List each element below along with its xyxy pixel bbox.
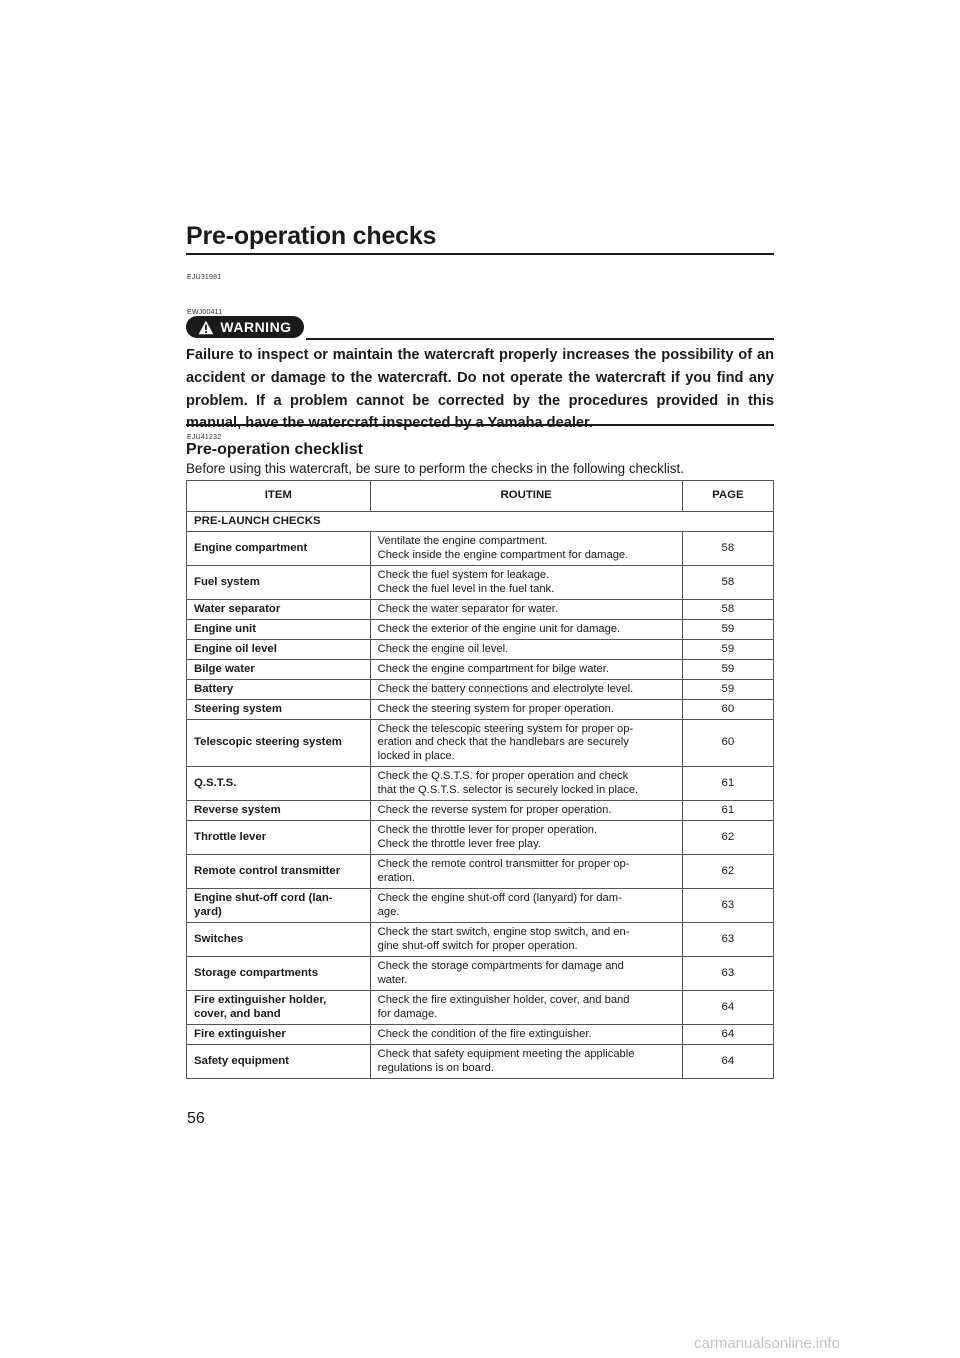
- page-cell: 59: [682, 620, 773, 640]
- routine-cell: [370, 957, 682, 991]
- page-cell: 63: [682, 957, 773, 991]
- reference-code: EJU31981: [187, 274, 222, 281]
- checklist-table: [186, 480, 774, 1079]
- routine-cell-line: Check the engine compartment for bilge water.: [377, 662, 609, 675]
- page-cell: 59: [682, 660, 773, 680]
- routine-cell: [370, 923, 682, 957]
- item-cell: [187, 566, 371, 600]
- routine-cell-line: locked in place.: [377, 749, 455, 762]
- item-cell-line: Reverse system: [194, 803, 281, 816]
- routine-cell: [370, 700, 682, 720]
- item-cell-line: Fire extinguisher holder,: [194, 994, 327, 1007]
- page-cell: 64: [682, 1045, 773, 1079]
- item-cell-line: Bilge water: [194, 662, 255, 675]
- page-cell: 60: [682, 700, 773, 720]
- intro-text: Before using this watercraft, be sure to perform the checks in the following checklist.: [186, 461, 684, 476]
- table-row: [187, 620, 774, 640]
- page-cell: 63: [682, 889, 773, 923]
- routine-cell-line: Check the engine oil level.: [377, 642, 509, 655]
- item-cell-line: Telescopic steering system: [194, 736, 342, 749]
- table-row: [187, 532, 774, 566]
- item-cell: [187, 889, 371, 923]
- column-header-item: ITEM: [187, 481, 371, 512]
- routine-cell-line: Check the water separator for water.: [377, 602, 558, 615]
- item-cell-line: Storage compartments: [194, 966, 319, 979]
- item-cell-line: Fuel system: [194, 575, 260, 588]
- page-cell: 58: [682, 600, 773, 620]
- watermark: carmanualsonline.info: [694, 1335, 840, 1352]
- table-row: [187, 923, 774, 957]
- table-row: [187, 600, 774, 620]
- routine-cell-line: age.: [377, 905, 400, 918]
- routine-cell: [370, 640, 682, 660]
- page-cell: 64: [682, 1025, 773, 1045]
- item-cell-line: Throttle lever: [194, 830, 267, 843]
- item-cell: [187, 680, 371, 700]
- table-row: [187, 821, 774, 855]
- routine-cell-line: Check the fuel system for leakage.: [377, 569, 550, 582]
- item-cell: [187, 855, 371, 889]
- table-row: [187, 640, 774, 660]
- item-cell-line: Water separator: [194, 602, 281, 615]
- title-rule: [186, 253, 774, 255]
- routine-cell-line: Check the reverse system for proper operation.: [377, 803, 612, 816]
- routine-cell-line: Check the throttle lever for proper operation.: [377, 824, 598, 837]
- column-header-routine: ROUTINE: [370, 481, 682, 512]
- warning-badge: [186, 316, 304, 338]
- routine-cell-line: Check the fuel level in the fuel tank.: [377, 582, 555, 595]
- item-cell: [187, 957, 371, 991]
- page-cell: 59: [682, 640, 773, 660]
- routine-cell: [370, 720, 682, 767]
- routine-cell-line: Check the condition of the fire extinguisher.: [377, 1027, 592, 1040]
- item-cell: [187, 767, 371, 801]
- routine-cell-line: Check the Q.S.T.S. for proper operation and check: [377, 770, 629, 783]
- table-row: [187, 1045, 774, 1079]
- table-row: [187, 680, 774, 700]
- routine-cell-line: Check the storage compartments for damage and: [377, 960, 624, 973]
- item-cell: [187, 700, 371, 720]
- routine-cell-line: regulations is on board.: [377, 1061, 494, 1074]
- page-cell: 58: [682, 532, 773, 566]
- routine-cell: [370, 1025, 682, 1045]
- table-section-row: [187, 512, 774, 532]
- reference-code: EWJ00411: [187, 309, 223, 316]
- page-cell: 61: [682, 767, 773, 801]
- item-cell: [187, 923, 371, 957]
- routine-cell-line: Check the remote control transmitter for proper op-: [377, 858, 630, 871]
- page-cell: 59: [682, 680, 773, 700]
- routine-cell: [370, 821, 682, 855]
- page-cell: 63: [682, 923, 773, 957]
- page-cell: 61: [682, 801, 773, 821]
- table-row: [187, 991, 774, 1025]
- routine-cell: [370, 600, 682, 620]
- item-cell-line: Q.S.T.S.: [194, 776, 237, 789]
- routine-cell: [370, 680, 682, 700]
- routine-cell: [370, 532, 682, 566]
- table-row: [187, 566, 774, 600]
- routine-cell: [370, 855, 682, 889]
- routine-cell: [370, 566, 682, 600]
- column-header-page: PAGE: [682, 481, 773, 512]
- item-cell: [187, 720, 371, 767]
- routine-cell-line: Check the engine shut-off cord (lanyard) for dam-: [377, 892, 622, 905]
- item-cell: [187, 821, 371, 855]
- reference-code: EJU41232: [187, 434, 222, 441]
- table-row: [187, 801, 774, 821]
- item-cell-line: Fire extinguisher: [194, 1027, 286, 1040]
- item-cell: [187, 600, 371, 620]
- page-title: Pre-operation checks: [186, 222, 437, 250]
- routine-cell: [370, 767, 682, 801]
- section-label: PRE-LAUNCH CHECKS: [187, 512, 774, 532]
- routine-cell-line: for damage.: [377, 1007, 438, 1020]
- item-cell-line: Engine shut-off cord (lan-: [194, 892, 333, 905]
- table-header-row: [187, 481, 774, 512]
- item-cell: [187, 640, 371, 660]
- routine-cell: [370, 1045, 682, 1079]
- routine-cell-line: water.: [377, 973, 408, 986]
- table-row: [187, 855, 774, 889]
- item-cell: [187, 660, 371, 680]
- routine-cell: [370, 889, 682, 923]
- item-cell-line: Steering system: [194, 702, 282, 715]
- item-cell-line: Engine unit: [194, 622, 257, 635]
- table-row: [187, 660, 774, 680]
- section-heading: Pre-operation checklist: [186, 441, 363, 458]
- page-cell: 62: [682, 855, 773, 889]
- routine-cell-line: eration and check that the handlebars are securely: [377, 736, 629, 749]
- routine-cell-line: Check inside the engine compartment for damage.: [377, 548, 629, 561]
- item-cell: [187, 1045, 371, 1079]
- page-cell: 58: [682, 566, 773, 600]
- routine-cell-line: Check the steering system for proper operation.: [377, 702, 614, 715]
- item-cell-line: Engine compartment: [194, 541, 308, 554]
- item-cell-line: Switches: [194, 932, 244, 945]
- item-cell-line: Battery: [194, 682, 234, 695]
- table-row: [187, 767, 774, 801]
- item-cell-line: Engine oil level: [194, 642, 277, 655]
- routine-cell-line: Check the battery connections and electrolyte level.: [377, 682, 634, 695]
- item-cell: [187, 532, 371, 566]
- item-cell-line: Remote control transmitter: [194, 864, 341, 877]
- routine-cell-line: Check that safety equipment meeting the applicable: [377, 1048, 635, 1061]
- routine-cell-line: Ventilate the engine compartment.: [377, 535, 548, 548]
- item-cell-line: Safety equipment: [194, 1054, 289, 1067]
- page-cell: 64: [682, 991, 773, 1025]
- item-cell: [187, 801, 371, 821]
- routine-cell-line: Check the throttle lever free play.: [377, 837, 541, 850]
- item-cell-line: yard): [194, 905, 222, 918]
- warning-label: WARNING: [220, 319, 292, 335]
- item-cell: [187, 1025, 371, 1045]
- routine-cell-line: that the Q.S.T.S. selector is securely locked in place.: [377, 783, 639, 796]
- item-cell: [187, 991, 371, 1025]
- warning-triangle-icon: [198, 320, 214, 335]
- item-cell: [187, 620, 371, 640]
- item-cell-line: cover, and band: [194, 1007, 281, 1020]
- table-row: [187, 957, 774, 991]
- page-cell: 60: [682, 720, 773, 767]
- routine-cell-line: Check the fire extinguisher holder, cover, and band: [377, 994, 630, 1007]
- routine-cell: [370, 991, 682, 1025]
- table-row: [187, 889, 774, 923]
- warning-text: Failure to inspect or maintain the watercraft properly increases the possibility of an accident or damage to the watercraft. Do not operate the watercraft if you find any problem. If a problem cannot be corrected by the procedures provided in this: [186, 347, 774, 409]
- page-number: 56: [187, 1110, 205, 1127]
- table-row: [187, 700, 774, 720]
- routine-cell-line: Check the exterior of the engine unit for damage.: [377, 622, 621, 635]
- routine-cell-line: Check the start switch, engine stop switch, and en-: [377, 926, 630, 939]
- routine-cell-line: eration.: [377, 871, 415, 884]
- routine-cell: [370, 801, 682, 821]
- routine-cell-line: Check the telescopic steering system for proper op-: [377, 722, 634, 735]
- table-row: [187, 720, 774, 767]
- page-cell: 62: [682, 821, 773, 855]
- routine-cell-line: gine shut-off switch for proper operation.: [377, 939, 578, 952]
- warning-rule-bottom: [186, 424, 774, 426]
- warning-rule-top: [306, 338, 774, 340]
- table-row: [187, 1025, 774, 1045]
- routine-cell: [370, 620, 682, 640]
- routine-cell: [370, 660, 682, 680]
